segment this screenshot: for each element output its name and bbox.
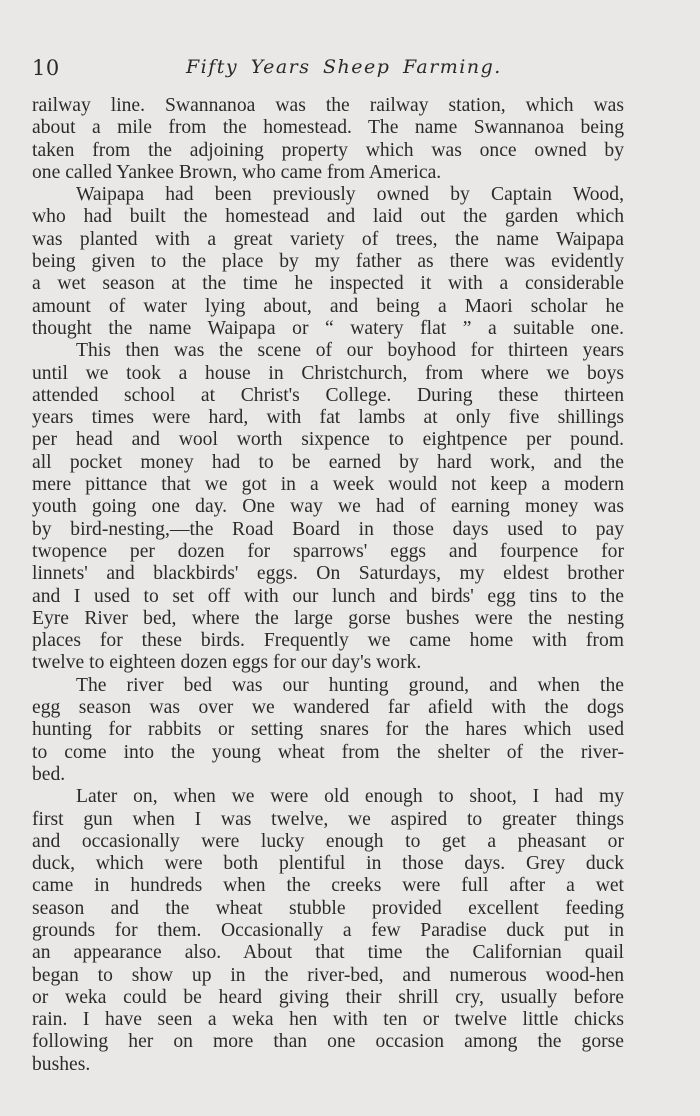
text-line: was planted with a great variety of trees, the name Waipapa [32, 228, 624, 250]
text-line: until we took a house in Christchurch, from where we boys [32, 362, 624, 384]
paragraph [32, 95, 624, 184]
text-line: first gun when I was twelve, we aspired to greater things [32, 808, 624, 830]
text-line: about a mile from the homestead. The name Swannanoa being [32, 117, 624, 139]
text-line: per head and wool worth sixpence to eightpence per pound. [32, 429, 624, 451]
text-line: linnets' and blackbirds' eggs. On Saturdays, my eldest brother [32, 563, 624, 585]
text-line: bushes. [32, 1053, 91, 1075]
text-line: a wet season at the time he inspected it with a considerable [32, 273, 624, 295]
text-line: egg season was over we wandered far afield with the dogs [32, 697, 624, 719]
text-line: began to show up in the river-bed, and numerous wood-hen [32, 964, 624, 986]
text-line: rain. I have seen a weka hen with ten or twelve little chicks [32, 1009, 624, 1031]
page-number: 10 [32, 56, 60, 80]
text-line: bed. [32, 763, 66, 785]
text-line: Eyre River bed, where the large gorse bushes were the nesting [32, 607, 624, 629]
paragraph [32, 675, 624, 786]
text-line: or weka could be heard giving their shrill cry, usually before [32, 986, 624, 1008]
text-line: mere pittance that we got in a week would not keep a modern [32, 474, 624, 496]
text-line: an appearance also. About that time the Californian quail [32, 942, 624, 964]
text-line: one called Yankee Brown, who came from America. [32, 161, 442, 183]
text-line: twopence per dozen for sparrows' eggs and fourpence for [32, 540, 624, 562]
text-line: places for these birds. Frequently we came home with from [32, 630, 624, 652]
text-line: This then was the scene of our boyhood for thirteen years [76, 340, 624, 362]
body-text [32, 95, 624, 1076]
text-line: amount of water lying about, and being a Maori scholar he [32, 295, 624, 317]
text-line: duck, which were both plentiful in those days. Grey duck [32, 853, 624, 875]
text-line: railway line. Swannanoa was the railway station, which was [32, 95, 624, 116]
paragraph [32, 340, 624, 674]
text-line: The river bed was our hunting ground, and when the [76, 674, 624, 696]
paragraph [32, 786, 624, 1076]
text-line: hunting for rabbits or setting snares for the hares which used [32, 719, 624, 741]
text-line: all pocket money had to be earned by hard work, and the [32, 451, 624, 473]
text-line: grounds for them. Occasionally a few Paradise duck put in [32, 919, 624, 941]
page-header [32, 56, 622, 86]
text-line: following her on more than one occasion among the gorse [32, 1031, 624, 1053]
text-line: and occasionally were lucky enough to get a pheasant or [32, 830, 624, 852]
text-line: by bird-nesting,—the Road Board in those days used to pay [32, 518, 624, 540]
text-line: being given to the place by my father as there was evidently [32, 251, 624, 273]
text-line: Later on, when we were old enough to shoot, I had my [76, 786, 624, 808]
text-line: came in hundreds when the creeks were full after a wet [32, 875, 624, 897]
text-line: and I used to set off with our lunch and birds' egg tins to the [32, 585, 624, 607]
text-line: to come into the young wheat from the shelter of the river- [32, 741, 624, 763]
text-line: years times were hard, with fat lambs at only five shillings [32, 407, 624, 429]
paragraph [32, 184, 624, 340]
text-line: thought the name Waipapa or “ watery flat ” a suitable one. [32, 317, 624, 339]
text-line: season and the wheat stubble provided excellent feeding [32, 897, 624, 919]
text-line: Waipapa had been previously owned by Captain Wood, [76, 184, 624, 206]
running-title: Fifty Years Sheep Farming. [186, 56, 502, 78]
text-line: who had built the homestead and laid out the garden which [32, 206, 624, 228]
text-line: youth going one day. One way we had of earning money was [32, 496, 624, 518]
text-line: twelve to eighteen dozen eggs for our day's work. [32, 652, 422, 674]
text-line: attended school at Christ's College. During these thirteen [32, 384, 624, 406]
text-line: taken from the adjoining property which was once owned by [32, 139, 624, 161]
